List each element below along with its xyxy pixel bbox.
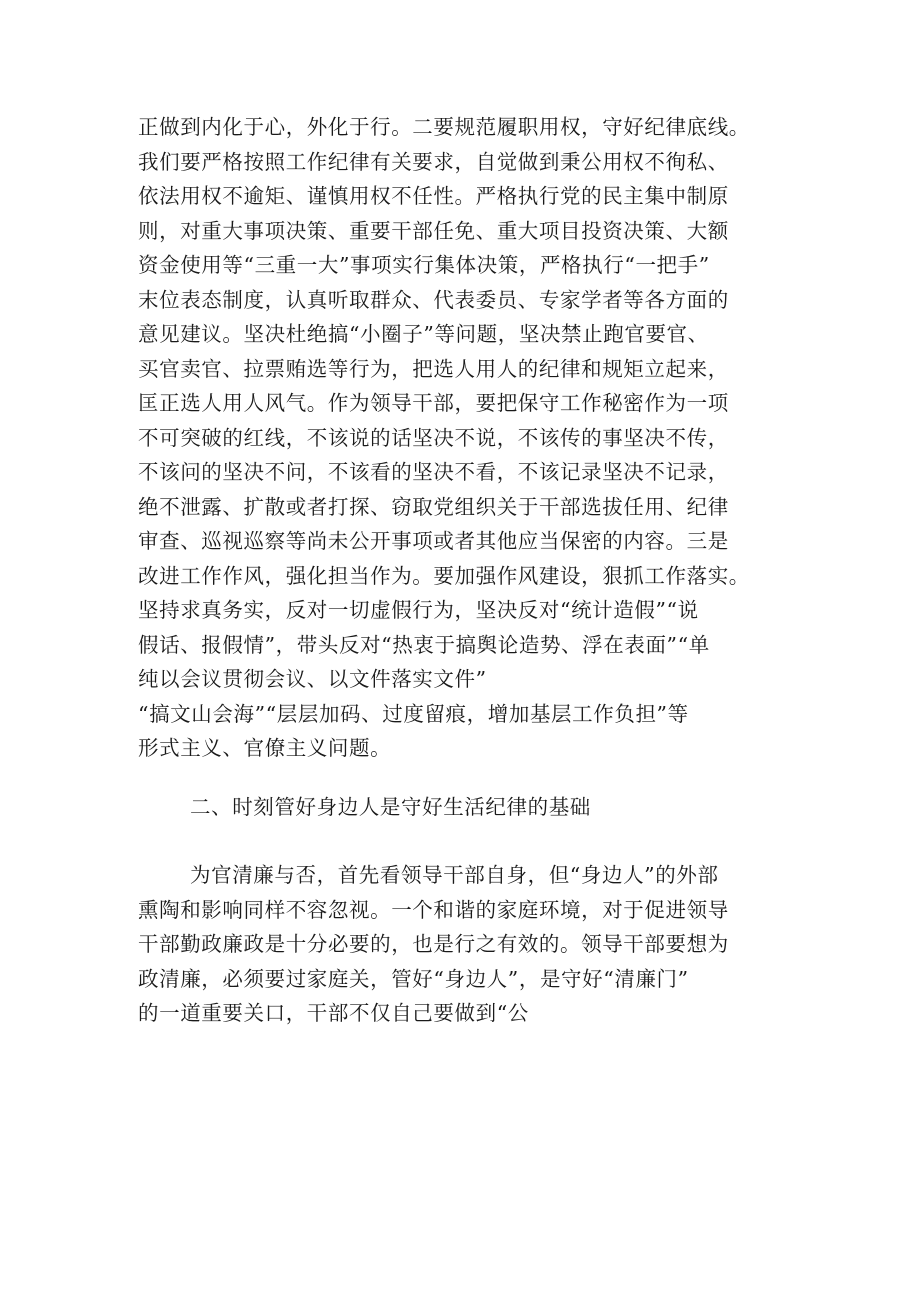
text-line: 不可突破的红线，不该说的话坚决不说，不该传的事坚决不传， [138,425,729,450]
text-line: 纯以会议贯彻会议、以文件落实文件” [138,667,487,691]
text-line: 正做到内化于心，外化于行。二要规范履职用权，守好纪律底线。 [138,115,750,139]
paragraph-family [138,858,798,1031]
text-line: 依法用权不逾矩、谨慎用权不任性。严格执行党的民主集中制原 [138,184,729,208]
text-line: 匡正选人用人风气。作为领导干部，要把保守工作秘密作为一项 [138,391,729,415]
text-line: 坚持求真务实，反对一切虚假行为，坚决反对“统计造假”“说 [138,598,699,622]
text-line: 审查、巡视巡察等尚未公开事项或者其他应当保密的内容。三是 [138,529,729,553]
text-line: “搞文山会海”“层层加码、过度留痕，增加基层工作负担”等 [138,701,689,726]
text-line: 政清廉，必须要过家庭关，管好“身边人”，是守好“清廉门” [138,966,689,991]
text-line: 不该问的坚决不问，不该看的坚决不看，不该记录坚决不记录， [138,460,729,484]
text-line: 买官卖官、拉票贿选等行为，把选人用人的纪律和规矩立起来， [138,356,729,381]
text-line: 干部勤政廉政是十分必要的，也是行之有效的。领导干部要想为 [138,932,729,956]
text-line: 我们要严格按照工作纪律有关要求，自觉做到秉公用权不徇私、 [138,149,729,174]
text-line: 改进工作作风，强化担当作为。要加强作风建设，狠抓工作落实。 [138,563,750,588]
text-line: 则，对重大事项决策、重要干部任免、重大项目投资决策、大额 [138,218,729,243]
text-line: 为官清廉与否，首先看领导干部自身，但“身边人”的外部 [190,863,719,887]
text-line: 熏陶和影响同样不容忽视。一个和谐的家庭环境，对于促进领导 [138,897,729,922]
text-line: 绝不泄露、扩散或者打探、窃取党组织关于干部选拔任用、纪律 [138,494,729,519]
text-line: 的一道重要关口，干部不仅自己要做到“公 [138,1001,529,1025]
text-line: 形式主义、官僚主义问题。 [138,736,392,760]
paragraph-discipline [138,110,798,766]
text-line: 假话、报假情”，带头反对“热衷于搞舆论造势、浮在表面”“单 [138,632,710,657]
text-line: 末位表态制度，认真听取群众、代表委员、专家学者等各方面的 [138,287,729,312]
text-line: 资金使用等“三重一大”事项实行集体决策，严格执行“一把手” [138,253,710,277]
text-line: 意见建议。坚决杜绝搞“小圈子”等问题，坚决禁止跑官要官、 [138,322,709,346]
section-heading: 二、时刻管好身边人是守好生活纪律的基础 [190,795,591,819]
